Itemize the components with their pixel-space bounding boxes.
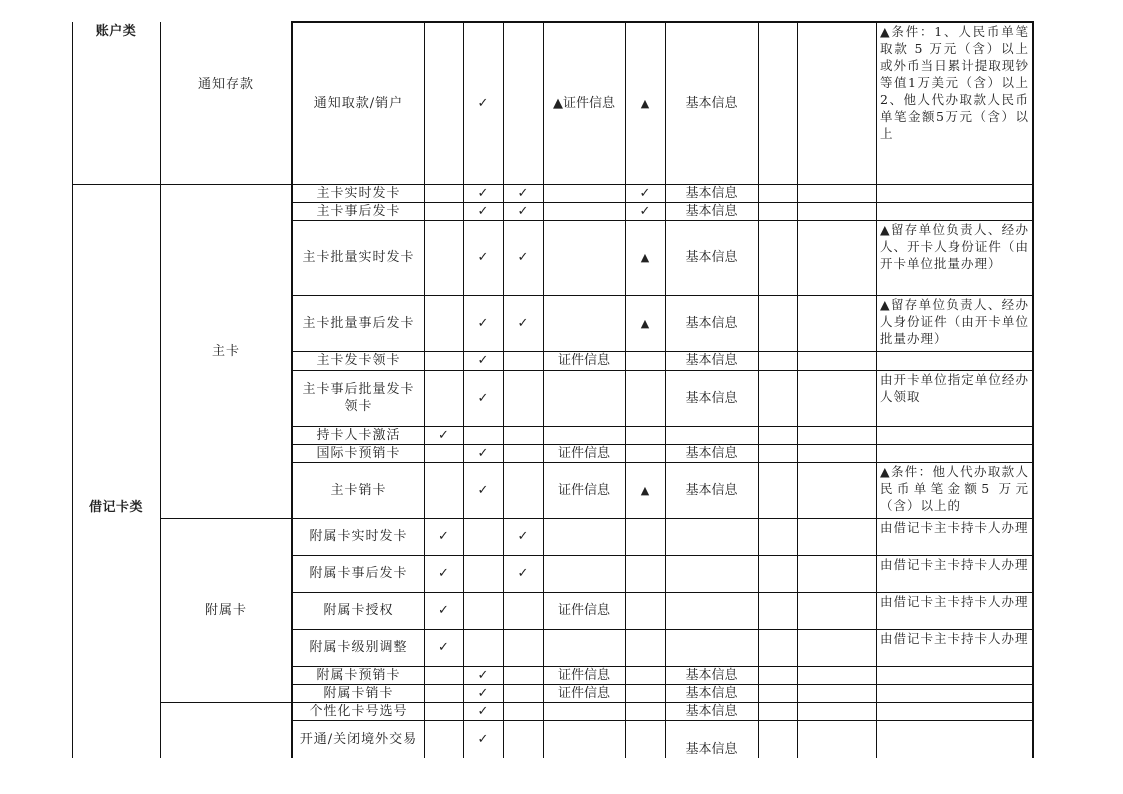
row-name: 主卡批量事后发卡	[302, 315, 415, 331]
category-separator	[72, 184, 160, 185]
row-cell-c5	[625, 666, 665, 684]
row-cell-c4	[543, 184, 625, 202]
row-cell-c3	[503, 666, 543, 684]
row-cell-c4	[543, 702, 625, 720]
row-name: 主卡销卡	[330, 482, 387, 498]
row-cell-c2	[463, 555, 503, 592]
row-cell-c4	[543, 555, 625, 592]
row-name: 附属卡实时发卡	[309, 529, 408, 544]
row-cell-c6: 基本信息	[685, 445, 738, 461]
row-cell-c6: 基本信息	[685, 703, 738, 719]
row-cell-c6: 基本信息	[685, 353, 738, 368]
row-cell-c2	[463, 426, 503, 444]
row-cell-c4: 证件信息	[557, 667, 610, 683]
row-name: 附属卡预销卡	[316, 667, 401, 683]
row-cell-c1	[424, 720, 463, 758]
row-cell-c1	[424, 202, 463, 220]
row-cell-c4	[543, 629, 625, 666]
row-cell-c5	[625, 351, 665, 370]
row-name: 主卡批量实时发卡	[302, 250, 415, 265]
row-cell-c3	[503, 426, 543, 444]
row-cell-c2: ✓	[477, 482, 489, 498]
row-note	[876, 666, 1033, 684]
row-name: 附属卡级别调整	[309, 640, 408, 655]
row-cell-c6: 基本信息	[685, 390, 738, 406]
row-cell-c5	[625, 370, 665, 426]
row-note	[876, 702, 1033, 720]
row-cell-c1	[424, 684, 463, 702]
row-cell-c6: 基本信息	[685, 482, 738, 498]
row-cell-c1: ✓	[438, 566, 449, 581]
row-name: 主卡事后发卡	[316, 203, 401, 219]
row-cell-c4	[543, 295, 625, 351]
row-cell-c2: ✓	[477, 250, 489, 265]
row-cell-c2	[463, 629, 503, 666]
row-cell-c4	[543, 426, 625, 444]
row-cell-c5: ✓	[639, 185, 651, 201]
row-cell-c3	[503, 351, 543, 370]
row-cell-c4	[543, 220, 625, 295]
row-cell-c1	[424, 220, 463, 295]
row-cell-c2	[463, 592, 503, 629]
row-cell-c2: ✓	[477, 315, 489, 331]
row-cell-c1	[424, 351, 463, 370]
column-line	[758, 22, 759, 758]
row-cell-c4: 证件信息	[557, 685, 610, 701]
row-note	[876, 184, 1033, 202]
row-cell-c6	[665, 555, 758, 592]
row-cell-c2: ✓	[477, 703, 489, 719]
row-cell-c5	[625, 702, 665, 720]
row-cell-c6: 基本信息	[685, 315, 738, 331]
row-name: 附属卡事后发卡	[309, 566, 408, 581]
row-note	[876, 720, 1033, 758]
row-cell-c5: ✓	[639, 203, 651, 219]
row-name: 主卡事后批量发卡领卡	[302, 382, 415, 414]
row-cell-c5	[625, 684, 665, 702]
row-name: 附属卡销卡	[323, 685, 394, 701]
row-name: 国际卡预销卡	[316, 445, 401, 461]
row-cell-c5	[625, 555, 665, 592]
row-cell-c1: ✓	[438, 529, 449, 544]
category-debit-card-label: 借记卡类	[88, 499, 143, 515]
row-cell-c3: ✓	[517, 203, 529, 219]
category-account-label: 账户类	[95, 23, 137, 39]
row-note: ▲留存单位负责人、经办人身份证件（由开卡单位批量办理）	[880, 297, 1029, 346]
row-cell-c1	[424, 702, 463, 720]
row-cell-c3	[503, 702, 543, 720]
row-cell-c3	[503, 22, 543, 184]
row-note	[876, 351, 1033, 370]
row-cell-c3	[503, 592, 543, 629]
row-cell-c6: 基本信息	[685, 667, 738, 683]
row-cell-c1: ✓	[438, 603, 449, 618]
row-name: 通知取款/销户	[313, 95, 404, 111]
row-cell-c5	[625, 518, 665, 555]
row-cell-c3	[503, 444, 543, 462]
row-cell-c5: ▲	[640, 483, 650, 497]
row-cell-c2: ✓	[477, 203, 489, 219]
row-cell-c2	[463, 518, 503, 555]
row-cell-c3	[503, 720, 543, 758]
subgroup-main-card-label: 主卡	[211, 343, 240, 359]
row-cell-c1	[424, 462, 463, 518]
row-cell-c3: ✓	[517, 250, 529, 265]
row-cell-c6	[665, 426, 758, 444]
row-cell-c4: ▲证件信息	[553, 95, 615, 111]
row-cell-c2: ✓	[477, 667, 489, 683]
row-cell-c3	[503, 629, 543, 666]
row-cell-c5	[625, 592, 665, 629]
row-cell-c2: ✓	[477, 390, 489, 406]
row-name: 主卡实时发卡	[316, 185, 401, 201]
row-cell-c3	[503, 462, 543, 518]
row-note: 由借记卡主卡持卡人办理	[880, 557, 1029, 572]
row-cell-c2: ✓	[477, 95, 489, 111]
row-note: ▲条件：1、人民币单笔取款 5 万元（含）以上或外币当日累计提取现钞等值1万美元（含）以上 2、他人代办取款人民币单笔金额5万元（含）以上	[880, 24, 1029, 141]
row-cell-c4	[543, 518, 625, 555]
row-note	[876, 426, 1033, 444]
row-cell-c6: 基本信息	[685, 95, 738, 111]
row-cell-c4: 证件信息	[557, 445, 610, 461]
row-cell-c4	[543, 370, 625, 426]
row-cell-c1	[424, 295, 463, 351]
row-cell-c1: ✓	[438, 427, 449, 443]
subgroup-notice-deposit-label: 通知存款	[197, 77, 254, 92]
row-cell-c2: ✓	[477, 445, 489, 461]
row-cell-c1	[424, 22, 463, 184]
row-name: 主卡发卡领卡	[316, 353, 401, 368]
row-cell-c6	[665, 518, 758, 555]
table-left-border	[72, 22, 73, 758]
row-cell-c3	[503, 684, 543, 702]
row-note	[876, 444, 1033, 462]
row-note: ▲条件：他人代办取款人民币单笔金额5 万元（含）以上的	[880, 464, 1029, 513]
row-cell-c5	[625, 720, 665, 758]
row-cell-c1	[424, 370, 463, 426]
row-cell-c4	[543, 720, 625, 758]
row-cell-c5	[625, 426, 665, 444]
row-cell-c6	[665, 629, 758, 666]
row-cell-c1	[424, 666, 463, 684]
row-note: 由借记卡主卡持卡人办理	[880, 631, 1029, 646]
row-cell-c5	[625, 629, 665, 666]
row-cell-c3: ✓	[517, 185, 529, 201]
row-cell-c1	[424, 444, 463, 462]
row-cell-c5: ▲	[640, 251, 650, 264]
row-note	[876, 684, 1033, 702]
row-cell-c2: ✓	[477, 731, 489, 747]
row-cell-c1	[424, 184, 463, 202]
row-cell-c5	[625, 444, 665, 462]
row-note: 由借记卡主卡持卡人办理	[880, 520, 1029, 535]
subgroup-separator-sub	[160, 702, 292, 703]
row-cell-c5: ▲	[640, 316, 650, 330]
row-cell-c6: 基本信息	[685, 203, 738, 219]
row-name: 个性化卡号选号	[309, 703, 408, 719]
row-cell-c4: 证件信息	[557, 603, 610, 618]
row-note: 由开卡单位指定单位经办人领取	[880, 372, 1029, 404]
row-note: 由借记卡主卡持卡人办理	[880, 594, 1029, 609]
row-cell-c5: ▲	[640, 96, 650, 110]
row-name: 持卡人卡激活	[316, 427, 401, 443]
row-cell-c6: 基本信息	[685, 742, 738, 757]
row-cell-c4: 证件信息	[557, 353, 610, 368]
row-cell-c2: ✓	[477, 353, 489, 368]
row-note	[876, 202, 1033, 220]
row-cell-c1: ✓	[438, 640, 449, 655]
row-cell-c6: 基本信息	[685, 185, 738, 201]
row-cell-c6: 基本信息	[685, 250, 738, 265]
row-cell-c3: ✓	[517, 315, 529, 331]
row-cell-c3: ✓	[517, 529, 529, 544]
row-cell-c3	[503, 370, 543, 426]
row-name: 开通/关闭境外交易	[299, 731, 418, 747]
row-cell-c2: ✓	[477, 685, 489, 701]
row-cell-c4: 证件信息	[557, 482, 610, 498]
row-name: 附属卡授权	[323, 603, 394, 618]
subgroup-sub-card-label: 附属卡	[204, 602, 247, 618]
column-line	[797, 22, 798, 758]
row-cell-c6: 基本信息	[685, 685, 738, 701]
row-cell-c3: ✓	[517, 566, 529, 581]
row-cell-c2: ✓	[477, 185, 489, 201]
row-cell-c4	[543, 202, 625, 220]
row-cell-c6	[665, 592, 758, 629]
row-note: ▲留存单位负责人、经办人、开卡人身份证件（由开卡单位批量办理）	[880, 222, 1029, 271]
